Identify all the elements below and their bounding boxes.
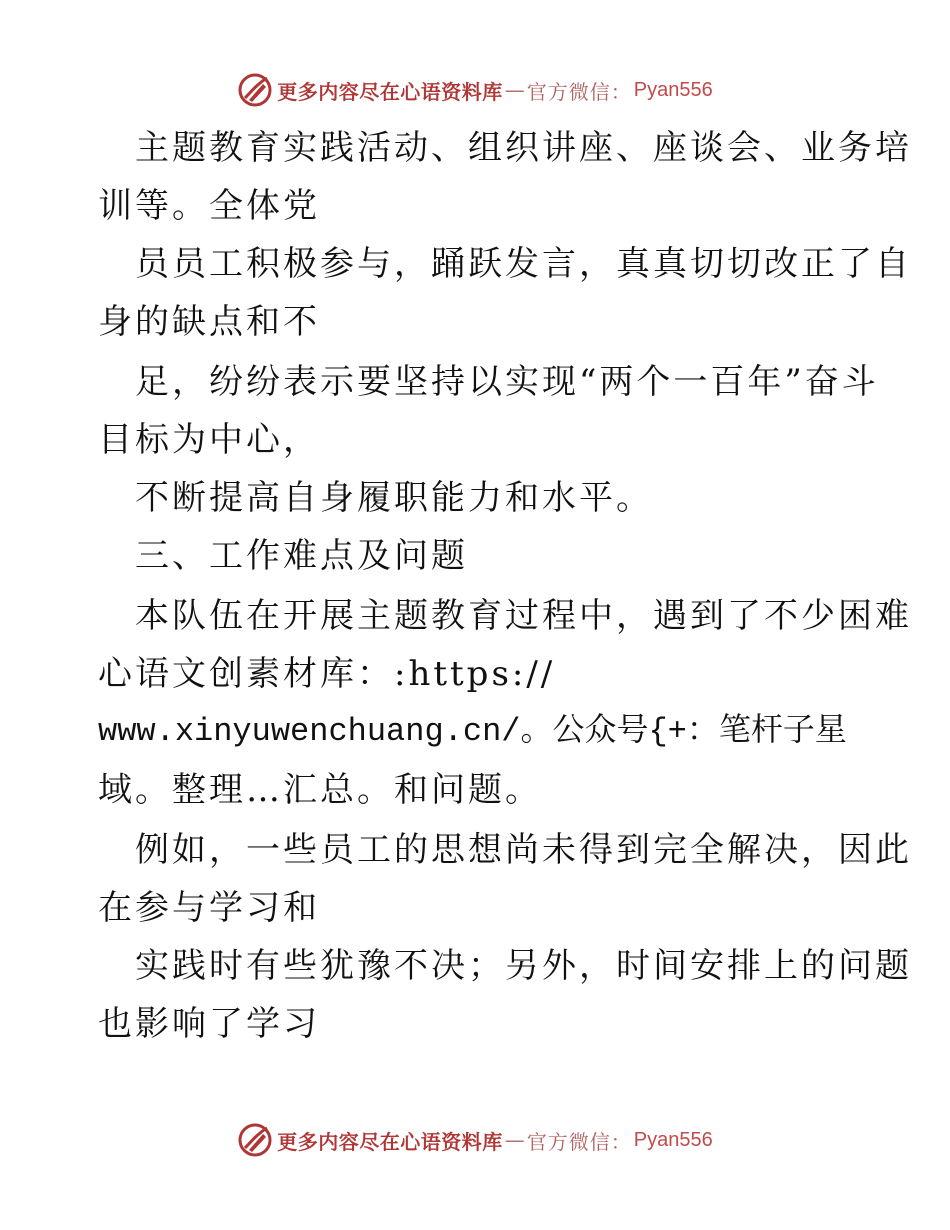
text-line-8: 三、工作难点及问题 bbox=[98, 536, 468, 576]
banner-wechat-id: Pyan556 bbox=[633, 78, 713, 101]
text-line-2: 训等。全体党 bbox=[98, 186, 320, 226]
banner-wechat-label: 官方微信： bbox=[526, 1129, 632, 1154]
banner-wechat-label: 官方微信： bbox=[526, 79, 632, 104]
text-line-6: 目标为中心， bbox=[98, 420, 320, 460]
text-line-13: 例如，一些员工的思想尚未得到完全解决，因此 bbox=[98, 830, 912, 870]
banner-site-name: 更多内容尽在心语资料库 bbox=[277, 1129, 503, 1154]
text-line-1: 主题教育实践活动、组织讲座、座谈会、业务培 bbox=[98, 128, 912, 168]
footer-watermark-banner bbox=[0, 1120, 950, 1160]
text-line-11: www.xinyuwenchuang.cn/。公众号{+：笔杆子星 bbox=[98, 713, 847, 750]
text-line-15: 实践时有些犹豫不决；另外，时间安排上的问题 bbox=[98, 946, 912, 986]
pen-logo-icon bbox=[237, 1122, 273, 1158]
banner-separator: — bbox=[504, 78, 525, 102]
banner-separator: — bbox=[504, 1128, 525, 1152]
text-line-9: 本队伍在开展主题教育过程中，遇到了不少困难 bbox=[98, 596, 912, 636]
text-line-10: 心语文创素材库：:https:// bbox=[98, 654, 556, 694]
text-line-7: 不断提高自身履职能力和水平。 bbox=[98, 478, 653, 518]
text-line-3: 员员工积极参与，踊跃发言，真真切切改正了自 bbox=[98, 244, 912, 284]
banner-site-name: 更多内容尽在心语资料库 bbox=[277, 79, 503, 104]
text-line-14: 在参与学习和 bbox=[98, 888, 320, 928]
text-line-4: 身的缺点和不 bbox=[98, 302, 320, 342]
banner-wechat-id: Pyan556 bbox=[633, 1128, 713, 1151]
text-line-5: 足，纷纷表示要坚持以实现“两个一百年”奋斗 bbox=[98, 362, 879, 402]
text-line-12: 域。整理…汇总。和问题。 bbox=[98, 770, 542, 810]
text-line-16: 也影响了学习 bbox=[98, 1004, 320, 1044]
